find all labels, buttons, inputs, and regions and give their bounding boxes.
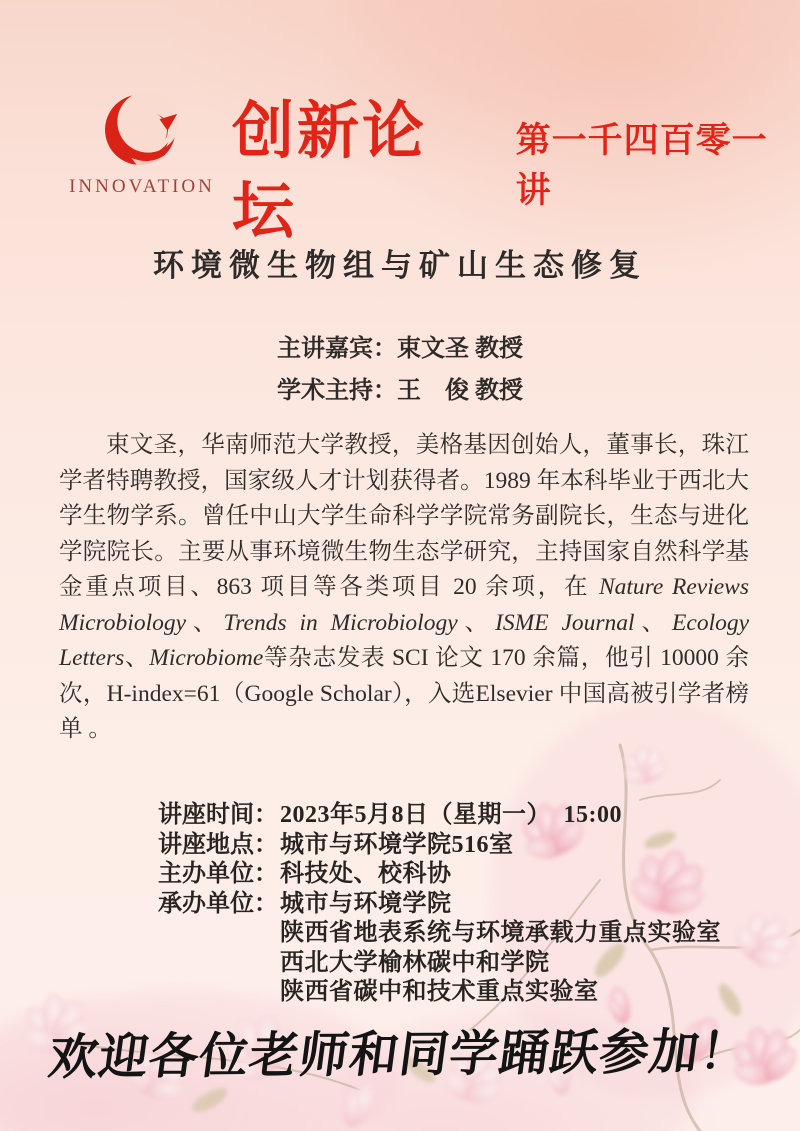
forum-title: 创新论坛	[232, 97, 428, 246]
detail-value: 陕西省碳中和技术重点实验室	[280, 979, 599, 1005]
detail-row	[158, 801, 778, 831]
innovation-logo	[67, 84, 217, 198]
lecture-title: 环境微生物组与矿山生态修复	[153, 248, 647, 283]
detail-value: 陕西省地表系统与环境承载力重点实验室	[280, 920, 721, 946]
bio-text: 、	[124, 645, 150, 671]
detail-row	[158, 919, 778, 949]
detail-label: 主办单位：	[158, 861, 278, 887]
detail-row	[158, 949, 778, 979]
lecture-number: 第一千四百零一讲	[515, 121, 768, 210]
journal-name: Ecology Letters	[59, 609, 750, 671]
speaker-label: 主讲嘉宾：	[277, 336, 397, 362]
journal-name: Microbiome	[149, 645, 264, 671]
speaker-bio-paragraph	[59, 428, 749, 748]
header-titles	[232, 92, 800, 252]
host-row	[277, 370, 523, 412]
detail-row	[158, 831, 778, 861]
detail-value: 城市与环境学院	[280, 890, 452, 917]
bio-text: 等杂志发表 SCI 论文 170 余篇，他引 10000 余次，H-index=61（Google Scholar），入选Elsevier 中国高被引学者榜单 。	[59, 645, 749, 742]
detail-label: 讲座时间：	[158, 802, 278, 828]
bio-text: 束文圣，华南师范大学教授，美格基因创始人，董事长，珠江学者特聘教授，国家级人才计划获得者。1989 年本科毕业于西北大学生物学系。曾任中山大学生命科学学院常务副院长，生态与进化学院院长。主要从事环境微生物生态学研究，主持国家自然科学基金重点项目、863 项目等各类项目 20 余项，在	[59, 432, 749, 600]
speaker-row	[277, 328, 523, 370]
innovation-logo-text: INNOVATION	[69, 176, 215, 197]
detail-row	[158, 978, 778, 1008]
detail-value: 城市与环境学院516室	[280, 831, 514, 858]
journal-name: ISME Journal	[495, 609, 635, 636]
detail-value: 西北大学榆林碳中和学院	[280, 949, 550, 976]
detail-value: 2023年5月8日（星期一） 15:00	[280, 802, 622, 828]
lecture-details	[158, 801, 778, 1008]
bio-text: 、	[457, 609, 496, 636]
journal-name: Trends in Microbiology	[223, 609, 458, 636]
speaker-name: 束文圣 教授	[397, 336, 523, 362]
detail-label: 承办单位：	[158, 890, 278, 917]
detail-row	[158, 890, 778, 920]
host-name: 王 俊 教授	[397, 378, 523, 404]
people-section	[0, 328, 800, 412]
journal-name: Nature Reviews Microbiology	[59, 574, 750, 636]
welcome-message: 欢迎各位老师和同学踊跃参加！	[45, 1023, 754, 1086]
detail-value: 科技处、校科协	[280, 861, 452, 887]
bio-text: 、	[186, 609, 224, 636]
detail-label: 讲座地点：	[158, 831, 278, 858]
innovation-logo-icon	[98, 84, 186, 172]
detail-row	[158, 860, 778, 890]
host-label: 学术主持：	[277, 378, 397, 404]
bio-text: 、	[634, 609, 673, 636]
